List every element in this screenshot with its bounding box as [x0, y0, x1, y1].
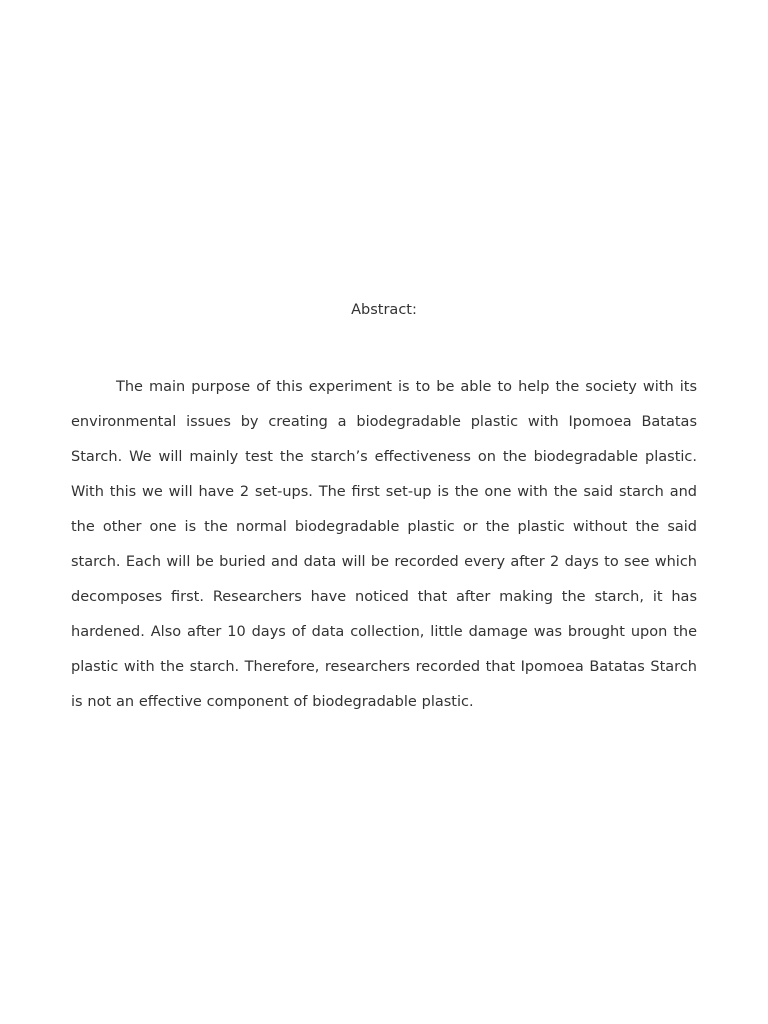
abstract-heading: Abstract:	[351, 302, 417, 318]
abstract-paragraph: The main purpose of this experiment is to be able to help the society with its environmental issues by creating a biodegradable plastic with Ipomoea Batatas Starch. We will mainly test the starch’s effectiveness on the biodegradable plastic. With this we will have 2 set-ups. The first set-up is the one with the said starch and the other one is the normal biodegradable plastic or the plastic without the said starch. Each will be buried and data will be recorded every after 2 days to see which decomposes first. Researchers have noticed that after making the starch, it has hardened. Also after 10 days of data collection, little damage was brought upon the plastic with the starch. Therefore, researchers recorded that Ipomoea Batatas Starch is not an effective component of biodegradable plastic.	[71, 379, 697, 710]
